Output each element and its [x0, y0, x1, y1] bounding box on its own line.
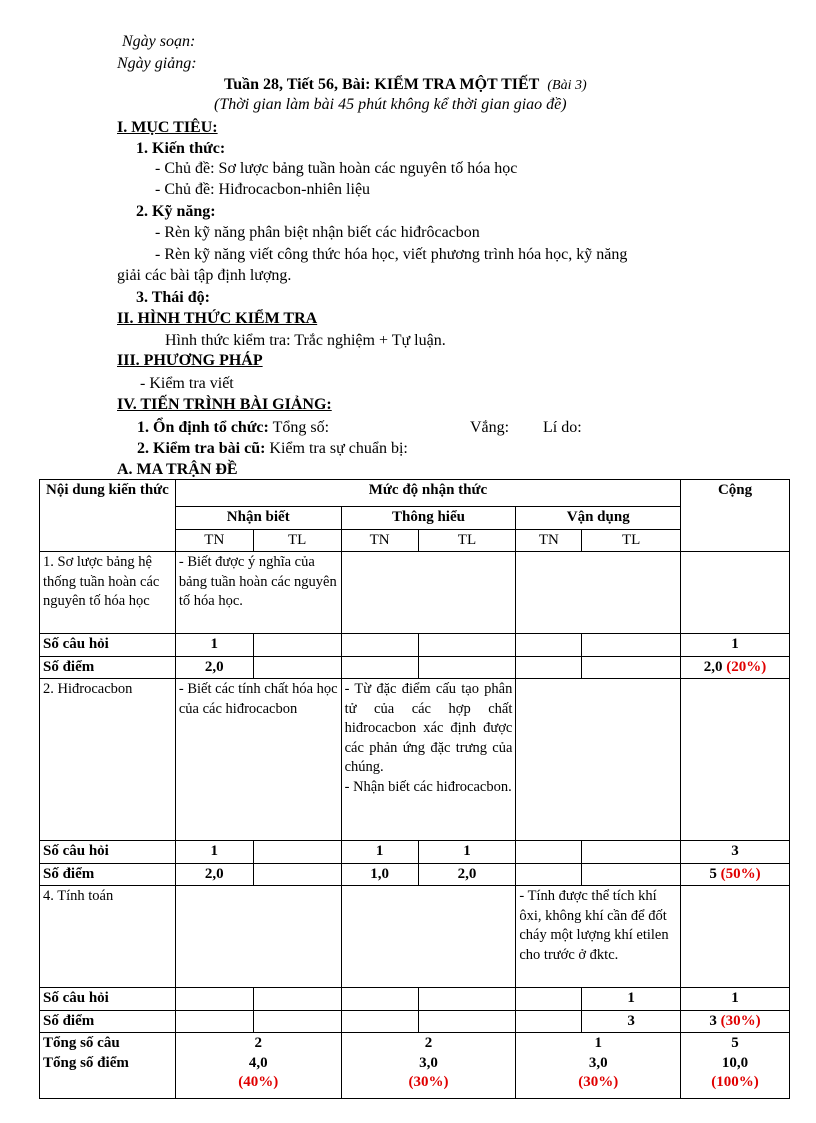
- vang-label: Vắng:: [470, 419, 510, 436]
- header-tn: TN: [516, 529, 582, 552]
- tong-so-cau-label: Tổng số câu: [43, 1035, 120, 1051]
- empty-cell: [253, 988, 341, 1011]
- empty-cell: [582, 656, 681, 679]
- tong-so-diem-label: Tổng số điểm: [43, 1054, 129, 1071]
- empty-cell: [253, 863, 341, 886]
- header-tl: TL: [582, 529, 681, 552]
- topic-2-thong-hieu-1: - Từ đặc điểm cấu tạo phân tử của các hợp chất hiđrocacbon xác định được các phản ứng đặc trưng của chúng.: [344, 681, 513, 775]
- empty-cell: [582, 863, 681, 886]
- doc-subtitle: (Thời gian làm bài 45 phút không kể thời gian giao đề): [214, 96, 567, 113]
- tong-th-cau: 2: [424, 1035, 433, 1051]
- topic-2-diem-th-tn: 1,0: [341, 863, 418, 886]
- topic-2-diem-nb: 2,0: [175, 863, 253, 886]
- topic-1-diem-tn: 2,0: [175, 656, 253, 679]
- header-muc-do: Mức độ nhận thức: [175, 480, 680, 507]
- empty-cell: [175, 1010, 253, 1033]
- empty-cell: [418, 656, 516, 679]
- so-diem-label: Số điểm: [40, 1010, 176, 1033]
- empty-cell: [516, 552, 681, 634]
- header-van-dung: Vận dụng: [516, 507, 681, 530]
- header-thong-hieu: Thông hiểu: [341, 507, 516, 530]
- section-a-heading: A. MA TRẬN ĐỀ: [117, 461, 238, 478]
- topic-4-diem-vd: 3: [582, 1010, 681, 1033]
- topic-4: 4. Tính toán: [40, 886, 176, 988]
- doc-title-note: (Bài 3): [547, 78, 587, 93]
- header-tn: TN: [175, 529, 253, 552]
- kien-thuc-item-2: - Chủ đề: Hiđrocacbon-nhiên liệu: [155, 181, 371, 198]
- empty-cell: [341, 634, 418, 657]
- empty-cell: [681, 679, 790, 841]
- topic-1-so-cau-cong: 1: [681, 634, 790, 657]
- empty-cell: [418, 1010, 516, 1033]
- empty-cell: [516, 841, 582, 864]
- topic-2-so-cau-nb: 1: [175, 841, 253, 864]
- header-tl: TL: [418, 529, 516, 552]
- li-do-label: Lí do:: [543, 419, 582, 436]
- topic-2-diem-pct: (50%): [720, 865, 761, 882]
- empty-cell: [418, 634, 516, 657]
- topic-1-so-cau-tn: 1: [175, 634, 253, 657]
- empty-cell: [253, 841, 341, 864]
- header-tn: TN: [341, 529, 418, 552]
- topic-4-so-cau-cong: 1: [681, 988, 790, 1011]
- tong-cong-pct: (100%): [711, 1074, 759, 1090]
- empty-cell: [516, 863, 582, 886]
- empty-cell: [516, 656, 582, 679]
- header-tl: TL: [253, 529, 341, 552]
- hinh-thuc-text: Hình thức kiểm tra: Trắc nghiệm + Tự luận.: [165, 332, 446, 349]
- topic-4-diem-cong: [681, 1010, 790, 1033]
- empty-cell: [516, 1010, 582, 1033]
- tong-nb-cau: 2: [254, 1035, 262, 1051]
- topic-2: 2. Hiđrocacbon: [40, 679, 176, 841]
- totals-label: [40, 1033, 176, 1099]
- totals-van-dung: [516, 1033, 681, 1099]
- tong-th-pct: (30%): [408, 1074, 449, 1090]
- tong-nb-diem: 4,0: [248, 1054, 268, 1071]
- tong-nb-pct: (40%): [238, 1074, 279, 1090]
- topic-1-diem-pct: (20%): [726, 658, 767, 675]
- empty-cell: [175, 886, 341, 988]
- topic-1-diem-cong-value: 2,0: [703, 658, 723, 675]
- ma-tran-de-table: [39, 479, 790, 1099]
- phuong-phap-text: - Kiểm tra viết: [140, 375, 234, 392]
- doc-title-text: Tuần 28, Tiết 56, Bài: KIỂM TRA MỘT TIẾT: [224, 76, 540, 93]
- kien-thuc-item-1: - Chủ đề: Sơ lược bảng tuần hoàn các nguyên tố hóa học: [155, 160, 518, 177]
- kiem-tra-bai-cu-label: 2. Kiểm tra bài cũ:: [137, 440, 266, 457]
- empty-cell: [516, 679, 681, 841]
- totals-cong: [681, 1033, 790, 1099]
- ngay-giang: Ngày giảng:: [117, 55, 197, 72]
- ky-nang-heading: 2. Kỹ năng:: [136, 203, 216, 220]
- topic-2-diem-cong-value: 5: [709, 865, 717, 882]
- topic-2-thong-hieu: [341, 679, 516, 841]
- so-diem-label: Số điểm: [40, 863, 176, 886]
- empty-cell: [681, 552, 790, 634]
- tong-cong-cau: 5: [731, 1035, 739, 1051]
- empty-cell: [516, 634, 582, 657]
- totals-thong-hieu: [341, 1033, 516, 1099]
- empty-cell: [253, 1010, 341, 1033]
- topic-1: 1. Sơ lược bảng hệ thống tuần hoàn các nguyên tố hóa học: [40, 552, 176, 634]
- topic-2-thong-hieu-2: - Nhận biết các hiđrocacbon.: [344, 778, 512, 795]
- empty-cell: [341, 988, 418, 1011]
- so-cau-hoi-label: Số câu hỏi: [40, 634, 176, 657]
- empty-cell: [418, 988, 516, 1011]
- topic-1-diem-cong: [681, 656, 790, 679]
- so-cau-hoi-label: Số câu hỏi: [40, 988, 176, 1011]
- topic-4-diem-pct: (30%): [720, 1012, 761, 1029]
- thai-do-heading: 3. Thái độ:: [136, 289, 210, 306]
- ky-nang-item-2b: giải các bài tập định lượng.: [117, 267, 292, 284]
- empty-cell: [253, 656, 341, 679]
- topic-2-diem-cong: [681, 863, 790, 886]
- tong-vd-diem: 3,0: [588, 1054, 608, 1071]
- on-dinh-line: [137, 418, 329, 438]
- section-4-heading: IV. TIẾN TRÌNH BÀI GIẢNG:: [117, 396, 332, 413]
- on-dinh-label: 1. Ổn định tổ chức:: [137, 419, 269, 436]
- empty-cell: [681, 886, 790, 988]
- topic-4-diem-cong-value: 3: [709, 1012, 717, 1029]
- header-cong: Cộng: [681, 480, 790, 552]
- so-diem-label: Số điểm: [40, 656, 176, 679]
- topic-2-so-cau-cong: 3: [681, 841, 790, 864]
- header-nhan-biet: Nhận biết: [175, 507, 341, 530]
- topic-1-nhan-biet: - Biết được ý nghĩa của bảng tuần hoàn các nguyên tố hóa học.: [175, 552, 341, 634]
- ky-nang-item-2a: - Rèn kỹ năng viết công thức hóa học, viết phương trình hóa học, kỹ năng: [155, 246, 628, 263]
- tong-vd-cau: 1: [594, 1035, 602, 1051]
- tong-so-label: Tổng số:: [272, 419, 330, 436]
- empty-cell: [582, 841, 681, 864]
- ngay-soan: Ngày soạn:: [122, 33, 196, 50]
- section-2-heading: II. HÌNH THỨC KIỂM TRA: [117, 310, 318, 327]
- doc-title: [224, 75, 587, 96]
- section-3-heading: III. PHƯƠNG PHÁP: [117, 352, 263, 369]
- kiem-tra-bai-cu-text: Kiểm tra sự chuẩn bị:: [269, 440, 408, 457]
- section-1-heading: I. MỤC TIÊU:: [117, 119, 218, 136]
- so-cau-hoi-label: Số câu hỏi: [40, 841, 176, 864]
- tong-cong-diem: 10,0: [721, 1054, 749, 1071]
- totals-nhan-biet: [175, 1033, 341, 1099]
- empty-cell: [516, 988, 582, 1011]
- kiem-tra-bai-cu-line: [137, 439, 408, 459]
- empty-cell: [341, 552, 516, 634]
- topic-4-so-cau-vd: 1: [582, 988, 681, 1011]
- topic-4-van-dung: - Tính được thể tích khí ôxi, không khí cần để đốt cháy một lượng khí etilen cho trước ở đktc.: [516, 886, 681, 988]
- empty-cell: [341, 656, 418, 679]
- topic-2-diem-th-tl: 2,0: [418, 863, 516, 886]
- kien-thuc-heading: 1. Kiến thức:: [136, 140, 226, 157]
- empty-cell: [341, 886, 516, 988]
- tong-th-diem: 3,0: [419, 1054, 438, 1071]
- ky-nang-item-1: - Rèn kỹ năng phân biệt nhận biết các hiđrôcacbon: [155, 224, 480, 241]
- topic-2-nhan-biet: - Biết các tính chất hóa học của các hiđrocacbon: [175, 679, 341, 841]
- topic-2-so-cau-th-tn: 1: [341, 841, 418, 864]
- empty-cell: [253, 634, 341, 657]
- topic-2-so-cau-th-tl: 1: [418, 841, 516, 864]
- header-noi-dung: Nội dung kiến thức: [40, 480, 176, 552]
- empty-cell: [175, 988, 253, 1011]
- tong-vd-pct: (30%): [578, 1074, 619, 1090]
- empty-cell: [341, 1010, 418, 1033]
- empty-cell: [582, 634, 681, 657]
